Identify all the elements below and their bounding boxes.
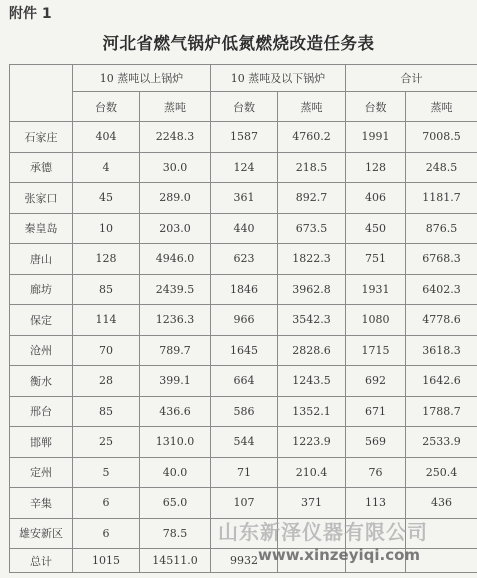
value-cell: 113 — [346, 488, 406, 519]
table-row — [10, 427, 477, 458]
header-group-10t-and-below: 10 蒸吨及以下锅炉 — [211, 65, 346, 92]
value-cell: 7008.5 — [406, 122, 477, 153]
table-row — [10, 183, 477, 214]
table-header-row-sub — [10, 92, 477, 122]
value-cell: 4760.2 — [278, 122, 346, 153]
value-cell: 4946.0 — [140, 244, 211, 275]
value-cell: 28 — [73, 366, 140, 397]
value-cell: 65.0 — [140, 488, 211, 519]
value-cell: 1931 — [346, 274, 406, 305]
value-cell: 14511.0 — [140, 549, 211, 573]
value-cell: 85 — [73, 396, 140, 427]
table-header-row-groups — [10, 65, 477, 92]
city-cell: 张家口 — [10, 183, 73, 214]
value-cell: 671 — [346, 396, 406, 427]
table-row — [10, 305, 477, 336]
header-group-total: 合计 — [346, 65, 477, 92]
city-cell: 衡水 — [10, 366, 73, 397]
value-cell: 9932 — [211, 549, 278, 573]
value-cell: 30.0 — [140, 152, 211, 183]
city-cell: 定州 — [10, 457, 73, 488]
value-cell: 966 — [211, 305, 278, 336]
value-cell: 70 — [73, 335, 140, 366]
header-count: 台数 — [346, 92, 406, 122]
value-cell: 1645 — [211, 335, 278, 366]
header-tons: 蒸吨 — [140, 92, 211, 122]
value-cell: 6402.3 — [406, 274, 477, 305]
value-cell: 1243.5 — [278, 366, 346, 397]
value-cell: 623 — [211, 244, 278, 275]
value-cell: 361 — [211, 183, 278, 214]
value-cell: 124 — [211, 152, 278, 183]
city-cell: 邢台 — [10, 396, 73, 427]
value-cell: 203.0 — [140, 213, 211, 244]
city-cell: 雄安新区 — [10, 518, 73, 549]
value-cell: 40.0 — [140, 457, 211, 488]
header-count: 台数 — [73, 92, 140, 122]
task-table — [9, 64, 477, 573]
table-row — [10, 488, 477, 519]
table-row — [10, 244, 477, 275]
value-cell: 78.5 — [140, 518, 211, 549]
value-cell: 1015 — [73, 549, 140, 573]
value-cell: 2533.9 — [406, 427, 477, 458]
value-cell: 3618.3 — [406, 335, 477, 366]
value-cell: 4 — [73, 152, 140, 183]
value-cell: 2248.3 — [140, 122, 211, 153]
value-cell: 6 — [73, 488, 140, 519]
value-cell: 128 — [346, 152, 406, 183]
value-cell: 440 — [211, 213, 278, 244]
value-cell: 25 — [73, 427, 140, 458]
value-cell: 569 — [346, 427, 406, 458]
value-cell: 4778.6 — [406, 305, 477, 336]
value-cell: 3542.3 — [278, 305, 346, 336]
table-row — [10, 366, 477, 397]
value-cell: 76 — [346, 457, 406, 488]
value-cell: 1715 — [346, 335, 406, 366]
value-cell: 1223.9 — [278, 427, 346, 458]
table-row — [10, 335, 477, 366]
value-cell: 250.4 — [406, 457, 477, 488]
value-cell: 1352.1 — [278, 396, 346, 427]
city-cell: 唐山 — [10, 244, 73, 275]
watermark-url: www.xinzeyiqi.com — [258, 546, 421, 564]
value-cell: 586 — [211, 396, 278, 427]
city-cell: 沧州 — [10, 335, 73, 366]
city-cell: 石家庄 — [10, 122, 73, 153]
value-cell: 71 — [211, 457, 278, 488]
value-cell: 1846 — [211, 274, 278, 305]
page-title: 河北省燃气锅炉低氮燃烧改造任务表 — [102, 34, 375, 53]
table-row — [10, 396, 477, 427]
value-cell: 789.7 — [140, 335, 211, 366]
value-cell: 85 — [73, 274, 140, 305]
value-cell: 544 — [211, 427, 278, 458]
value-cell: 404 — [73, 122, 140, 153]
value-cell: 399.1 — [140, 366, 211, 397]
value-cell: 406 — [346, 183, 406, 214]
value-cell: 45 — [73, 183, 140, 214]
header-tons: 蒸吨 — [278, 92, 346, 122]
value-cell: 114 — [73, 305, 140, 336]
value-cell: 1991 — [346, 122, 406, 153]
table-row — [10, 152, 477, 183]
value-cell: 876.5 — [406, 213, 477, 244]
header-group-above-10t: 10 蒸吨以上锅炉 — [73, 65, 211, 92]
watermark-company: 山东新泽仪器有限公司 — [218, 520, 428, 544]
city-cell: 秦皇岛 — [10, 213, 73, 244]
value-cell: 3962.8 — [278, 274, 346, 305]
table-row — [10, 274, 477, 305]
value-cell: 248.5 — [406, 152, 477, 183]
value-cell: 5 — [73, 457, 140, 488]
value-cell: 1822.3 — [278, 244, 346, 275]
value-cell: 6 — [73, 518, 140, 549]
value-cell: 289.0 — [140, 183, 211, 214]
value-cell: 371 — [278, 488, 346, 519]
value-cell: 692 — [346, 366, 406, 397]
header-corner-cell — [10, 65, 73, 122]
value-cell: 436.6 — [140, 396, 211, 427]
city-cell: 邯郸 — [10, 427, 73, 458]
value-cell: 2439.5 — [140, 274, 211, 305]
city-cell: 辛集 — [10, 488, 73, 519]
value-cell: 6768.3 — [406, 244, 477, 275]
header-count: 台数 — [211, 92, 278, 122]
value-cell: 1788.7 — [406, 396, 477, 427]
value-cell: 1236.3 — [140, 305, 211, 336]
value-cell: 107 — [211, 488, 278, 519]
value-cell: 673.5 — [278, 213, 346, 244]
value-cell: 128 — [73, 244, 140, 275]
value-cell: 664 — [211, 366, 278, 397]
header-tons: 蒸吨 — [406, 92, 477, 122]
value-cell: 450 — [346, 213, 406, 244]
value-cell: 1310.0 — [140, 427, 211, 458]
table-row — [10, 457, 477, 488]
city-cell: 承德 — [10, 152, 73, 183]
annex-label: 附件 1 — [9, 6, 52, 22]
value-cell: 1181.7 — [406, 183, 477, 214]
city-cell: 总计 — [10, 549, 73, 573]
value-cell: 1642.6 — [406, 366, 477, 397]
value-cell: 751 — [346, 244, 406, 275]
table-row — [10, 213, 477, 244]
city-cell: 保定 — [10, 305, 73, 336]
value-cell: 436 — [406, 488, 477, 519]
value-cell: 1587 — [211, 122, 278, 153]
value-cell: 218.5 — [278, 152, 346, 183]
city-cell: 廊坊 — [10, 274, 73, 305]
value-cell: 10 — [73, 213, 140, 244]
value-cell: 1080 — [346, 305, 406, 336]
value-cell: 892.7 — [278, 183, 346, 214]
value-cell: 210.4 — [278, 457, 346, 488]
value-cell: 2828.6 — [278, 335, 346, 366]
table-row — [10, 122, 477, 153]
